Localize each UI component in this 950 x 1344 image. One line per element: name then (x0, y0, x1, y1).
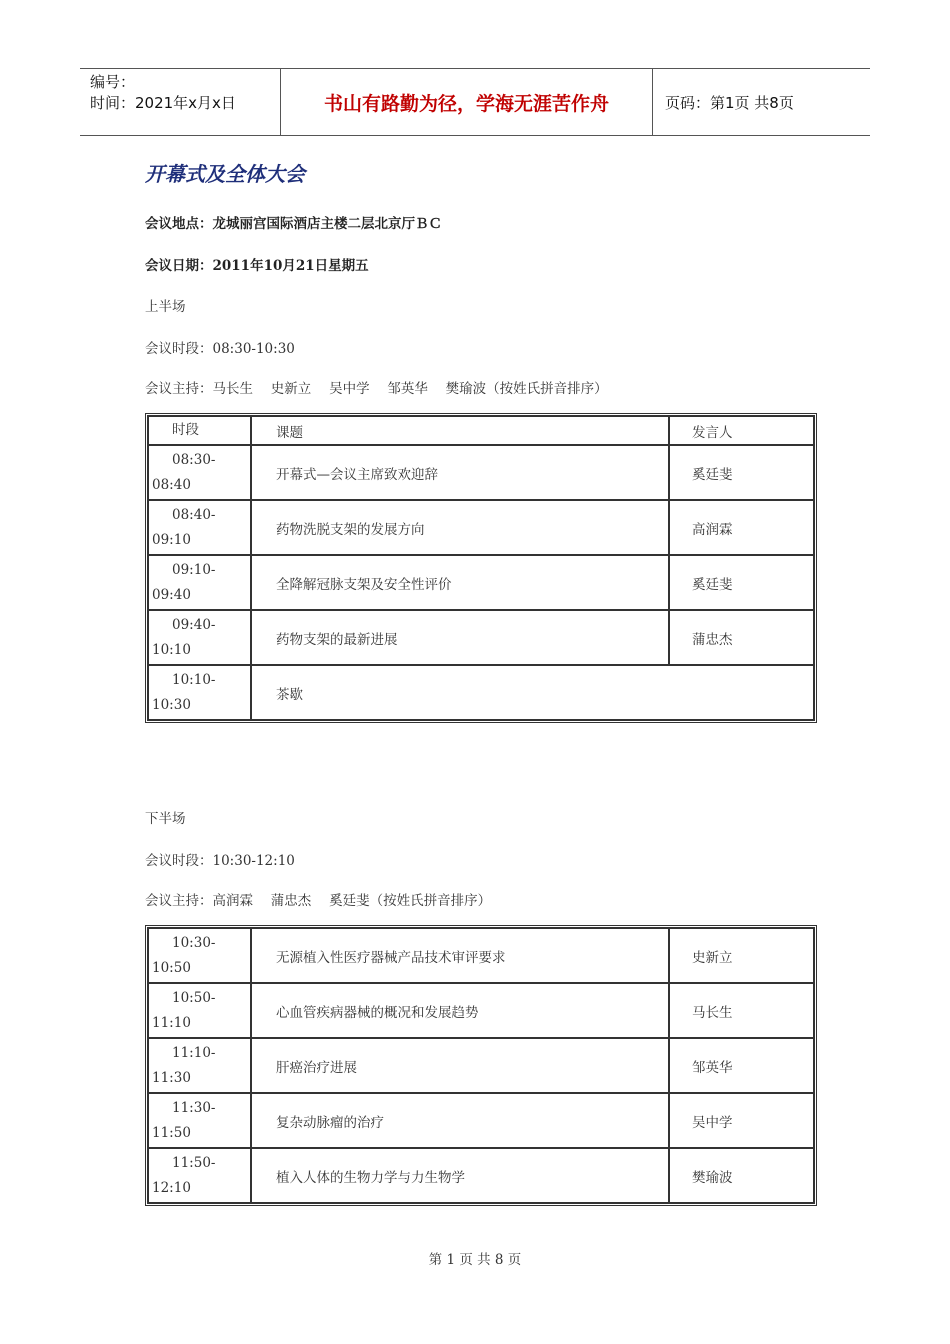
speaker-cell: 吴中学 (669, 1093, 814, 1148)
table-row (148, 928, 814, 983)
table-row (148, 1093, 814, 1148)
topic-cell: 复杂动脉瘤的治疗 (251, 1093, 669, 1148)
venue-line: 会议地点：龙城丽宫国际酒店主楼二层北京厅ＢＣ (145, 216, 442, 232)
col-header-topic: 课题 (251, 416, 669, 445)
speaker-cell: 邹英华 (669, 1038, 814, 1093)
topic-cell-break: 茶歇 (251, 665, 814, 720)
time-cell: 08:30- 08:40 (148, 445, 251, 500)
time-cell: 11:30- 11:50 (148, 1093, 251, 1148)
topic-cell: 药物支架的最新进展 (251, 610, 669, 665)
time-cell: 09:40- 10:10 (148, 610, 251, 665)
speaker-cell: 史新立 (669, 928, 814, 983)
topic-cell: 药物洗脱支架的发展方向 (251, 500, 669, 555)
header-motto: 书山有路勤为径，学海无涯苦作舟 (281, 69, 653, 135)
page-title: 开幕式及全体大会 (145, 162, 305, 186)
page-footer: 第 1 页 共 8 页 (428, 1252, 522, 1268)
table-header-row (148, 416, 814, 445)
topic-cell: 开幕式—会议主席致欢迎辞 (251, 445, 669, 500)
session1-table (145, 413, 817, 723)
session2-hosts: 会议主持：高润霖 蒲忠杰 奚廷斐（按姓氏拼音排序） (145, 893, 492, 909)
table-row (148, 610, 814, 665)
time-cell: 10:50- 11:10 (148, 983, 251, 1038)
session1-hosts: 会议主持：马长生 史新立 吴中学 邹英华 樊瑜波（按姓氏拼音排序） (145, 381, 608, 397)
header-time: 时间：2021年x月x日 (90, 94, 236, 112)
table-row (148, 665, 814, 720)
session2-time: 会议时段：10:30-12:10 (145, 853, 295, 869)
col-header-time: 时段 (148, 416, 251, 445)
header-meta (80, 69, 281, 135)
topic-cell: 无源植入性医疗器械产品技术审评要求 (251, 928, 669, 983)
speaker-cell: 蒲忠杰 (669, 610, 814, 665)
speaker-cell: 马长生 (669, 983, 814, 1038)
header-page-label: 页码：第1页 共8页 (665, 93, 794, 112)
page-header (80, 68, 870, 136)
time-cell: 10:30- 10:50 (148, 928, 251, 983)
topic-cell: 植入人体的生物力学与力生物学 (251, 1148, 669, 1203)
header-number: 编号： (90, 73, 136, 91)
table-row (148, 983, 814, 1038)
topic-cell: 心血管疾病器械的概况和发展趋势 (251, 983, 669, 1038)
topic-cell: 肝癌治疗进展 (251, 1038, 669, 1093)
speaker-cell: 高润霖 (669, 500, 814, 555)
speaker-cell: 樊瑜波 (669, 1148, 814, 1203)
speaker-cell: 奚廷斐 (669, 555, 814, 610)
table-row (148, 445, 814, 500)
time-cell: 08:40- 09:10 (148, 500, 251, 555)
table-row (148, 1148, 814, 1203)
time-cell: 11:50- 12:10 (148, 1148, 251, 1203)
session2-table (145, 925, 817, 1206)
date-line: 会议日期：2011年10月21日星期五 (145, 258, 369, 274)
session1-name: 上半场 (145, 299, 186, 315)
time-cell: 09:10- 09:40 (148, 555, 251, 610)
topic-cell: 全降解冠脉支架及安全性评价 (251, 555, 669, 610)
session2-name: 下半场 (145, 811, 186, 827)
table-row (148, 1038, 814, 1093)
table-row (148, 555, 814, 610)
time-cell: 10:10- 10:30 (148, 665, 251, 720)
session1-time: 会议时段：08:30-10:30 (145, 341, 295, 357)
table-row (148, 500, 814, 555)
time-cell: 11:10- 11:30 (148, 1038, 251, 1093)
speaker-cell: 奚廷斐 (669, 445, 814, 500)
col-header-speaker: 发言人 (669, 416, 814, 445)
